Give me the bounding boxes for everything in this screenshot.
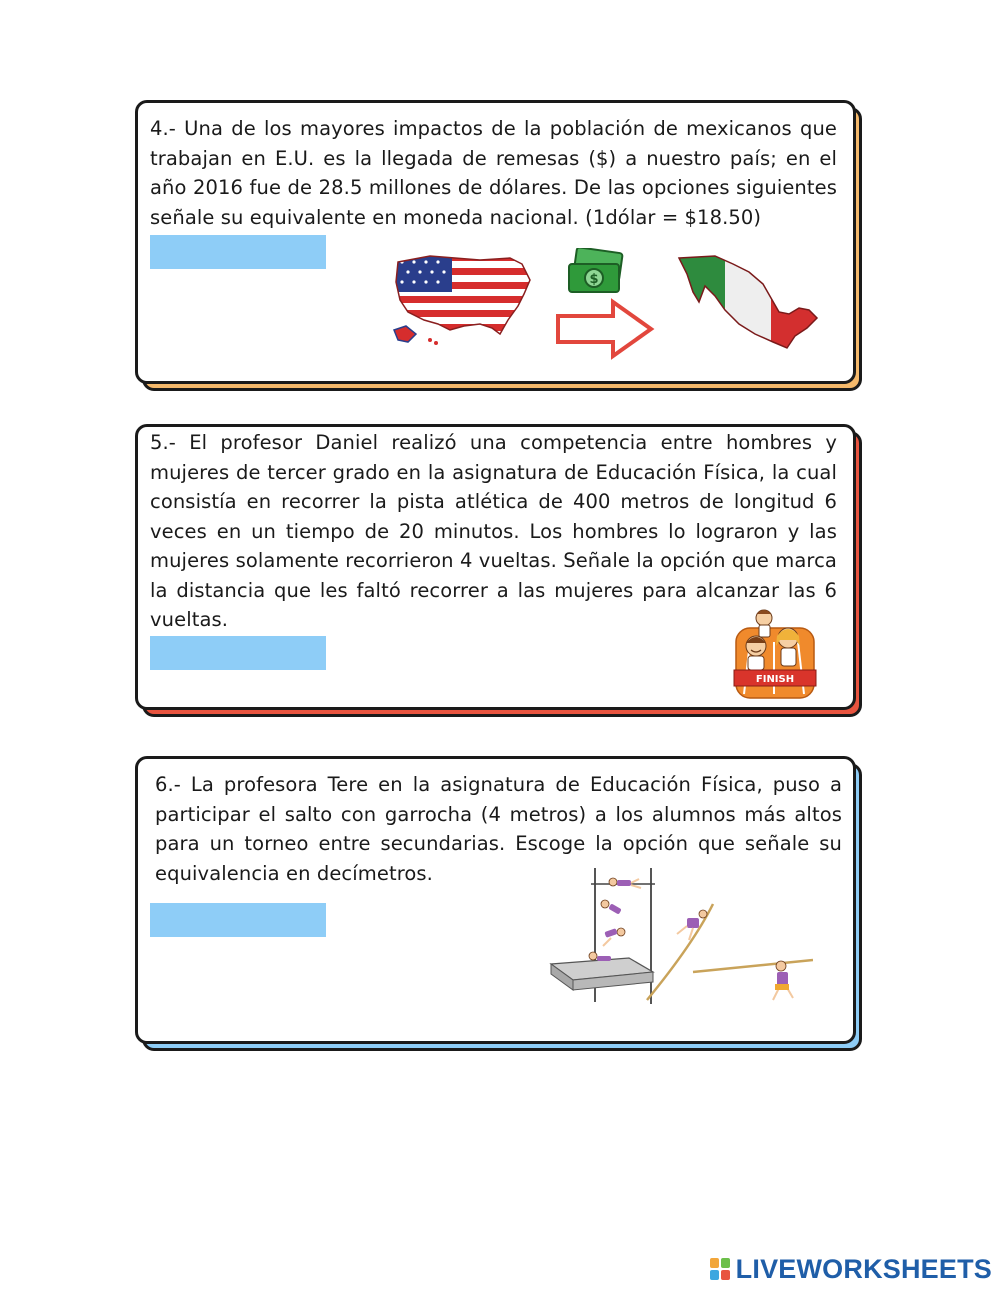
money-icon bbox=[567, 248, 625, 296]
pole-vault-illustration bbox=[543, 864, 813, 1039]
answer-input-5[interactable] bbox=[150, 636, 326, 670]
svg-text:$: $ bbox=[589, 272, 599, 287]
question-5-text: 5.- El profesor Daniel realizó una competencia entre hombres y mujeres de tercer grado en la asignatura de Educación Física, la cual consistía en recorrer la pista atlética de 400 metros de longitud 6 veces en un tiempo de 20 minutos. Los hombres lo lograron y las mujeres solamente recorrieron 4 vueltas. Señale la opción que marca la distancia que les faltó recorrer a las mujeres para alcanzar las 6 vueltas. bbox=[150, 431, 837, 631]
liveworksheets-logo-text: LIVEWORKSHEETS bbox=[735, 1254, 992, 1284]
question-4-text: 4.- Una de los mayores impactos de la población de mexicanos que trabajan en E.U. es la llegada de remesas ($) a nuestro país; en el año 2016 fue de 28.5 millones de dólares. De las opciones siguientes señale su equivalente en moneda nacional. (1dólar = $18.50) bbox=[150, 117, 837, 229]
mexico-flag-map-icon bbox=[675, 252, 821, 352]
liveworksheets-logo bbox=[710, 1254, 992, 1285]
usa-flag-map-icon bbox=[390, 250, 535, 348]
liveworksheets-logo-icon bbox=[710, 1258, 732, 1282]
kids-finish-line-illustration bbox=[730, 606, 820, 701]
question-card-4 bbox=[135, 100, 862, 390]
question-card-5 bbox=[135, 424, 862, 716]
finish-banner-text: FINISH bbox=[755, 674, 795, 685]
right-arrow-icon bbox=[555, 298, 655, 360]
answer-input-6[interactable] bbox=[150, 903, 326, 937]
question-6-text: 6.- La profesora Tere en la asignatura de Educación Física, puso a participar el salto con garrocha (4 metros) a los alumnos más altos para un torneo entre secundarias. Escoge la opción que señale su equivalencia en decímetros. bbox=[155, 773, 842, 885]
answer-input-4[interactable] bbox=[150, 235, 326, 269]
question-card-6 bbox=[135, 756, 862, 1050]
